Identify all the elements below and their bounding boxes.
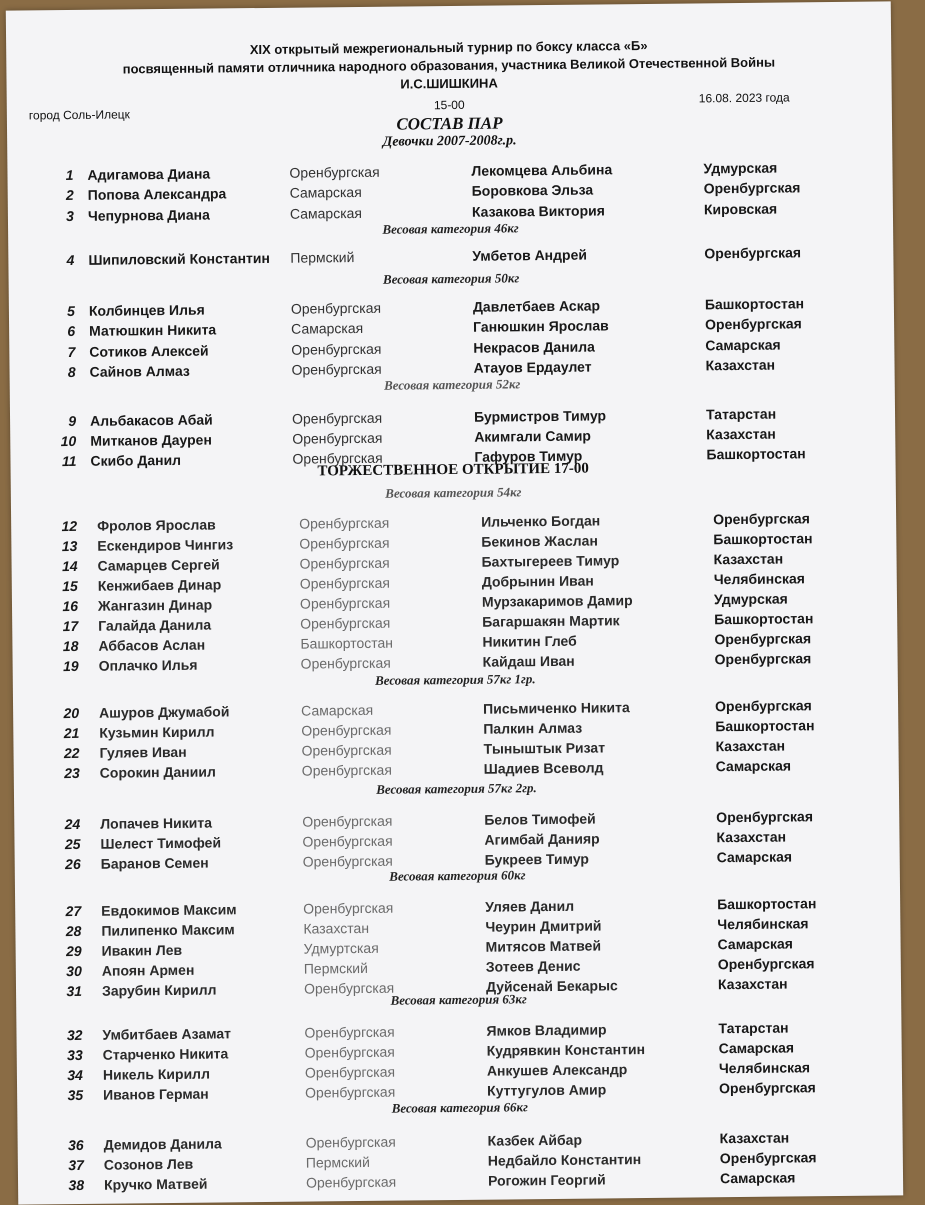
category-46: Весовая категория 46кг xyxy=(382,220,519,237)
boxer-2-region: Оренбургская xyxy=(703,179,801,197)
boxer-2-region: Самарская xyxy=(716,848,793,866)
boxer-2-region: Челябинская xyxy=(717,915,809,933)
boxer-1-region: Оренбургская xyxy=(304,1043,395,1061)
boxer-2-region: Удмурская xyxy=(713,590,788,608)
boxer-1-name: Фролов Ярослав xyxy=(97,516,216,534)
boxer-1-region: Оренбургская xyxy=(301,761,392,779)
boxer-1-region: Оренбургская xyxy=(299,554,390,572)
boxer-2-name: Шадиев Всеволд xyxy=(483,759,604,777)
boxer-1-region: Оренбургская xyxy=(300,654,391,672)
category-63: Весовая категория 63кг xyxy=(390,991,527,1008)
pair-number: 7 xyxy=(67,343,76,361)
boxer-1-name: Кенжибаев Динар xyxy=(97,576,222,594)
boxer-2-region: Башкортостан xyxy=(717,895,817,913)
boxer-1-region: Оренбургская xyxy=(305,1083,396,1101)
boxer-2-region: Башкортостан xyxy=(714,610,814,628)
boxer-2-name: Казакова Виктория xyxy=(471,202,605,220)
boxer-2-region: Самарская xyxy=(715,757,792,775)
pair-number: 4 xyxy=(66,251,75,269)
boxer-1-region: Оренбургская xyxy=(291,360,382,378)
boxer-2-region: Казахстан xyxy=(706,425,776,443)
pair-number: 36 xyxy=(67,1136,84,1154)
subtitle: Девочки 2007-2008г.р. xyxy=(382,133,517,150)
boxer-1-region: Самарская xyxy=(291,319,364,337)
boxer-2-region: Оренбургская xyxy=(719,1149,817,1167)
boxer-1-name: Старченко Никита xyxy=(102,1045,229,1063)
boxer-2-name: Белов Тимофей xyxy=(484,810,596,828)
boxer-1-name: Аббасов Аслан xyxy=(98,636,206,654)
boxer-1-name: Кузьмин Кирилл xyxy=(99,723,215,741)
opening-ceremony: ТОРЖЕСТВЕННОЕ ОТКРЫТИЕ 17-00 xyxy=(317,460,589,480)
boxer-2-region: Казахстан xyxy=(717,975,788,993)
boxer-1-name: Иванов Герман xyxy=(103,1085,209,1103)
boxer-1-region: Оренбургская xyxy=(290,299,382,317)
boxer-1-name: Апоян Армен xyxy=(101,961,195,979)
boxer-1-name: Митканов Даурен xyxy=(90,431,212,449)
boxer-1-region: Оренбургская xyxy=(289,163,380,181)
boxer-1-region: Оренбургская xyxy=(292,449,383,467)
boxer-2-name: Умбетов Андрей xyxy=(472,246,588,264)
boxer-1-region: Оренбургская xyxy=(305,1173,397,1191)
pair-number: 38 xyxy=(68,1176,85,1194)
boxer-2-name: Кудрявкин Константин xyxy=(486,1041,646,1059)
boxer-1-region: Оренбургская xyxy=(303,979,395,997)
boxer-2-name: Некрасов Данила xyxy=(473,338,595,356)
boxer-1-region: Казахстан xyxy=(303,919,370,937)
boxer-1-name: Альбакасов Абай xyxy=(89,411,213,429)
boxer-1-region: Оренбургская xyxy=(302,812,393,830)
boxer-2-region: Казахстан xyxy=(716,828,787,846)
boxer-1-region: Оренбургская xyxy=(302,852,393,870)
boxer-2-region: Башкортостан xyxy=(704,295,805,313)
boxer-2-region: Оренбургская xyxy=(704,244,802,262)
boxer-2-name: Бахтыгереев Тимур xyxy=(481,552,620,570)
boxer-2-name: Давлетбаев Аскар xyxy=(472,297,601,315)
pair-number: 14 xyxy=(61,557,78,575)
boxer-2-region: Удмурская xyxy=(703,159,778,177)
boxer-1-region: Башкортостан xyxy=(300,634,394,652)
boxer-2-name: Багаршакян Мартик xyxy=(482,612,620,630)
header-line-3: И.С.ШИШКИНА xyxy=(400,75,498,92)
boxer-2-name: Добрынин Иван xyxy=(481,572,594,590)
boxer-2-region: Башкортостан xyxy=(715,717,815,735)
boxer-1-region: Оренбургская xyxy=(302,832,393,850)
boxer-1-region: Самарская xyxy=(301,701,374,719)
category-50: Весовая категория 50кг xyxy=(382,270,520,287)
boxer-2-name: Атауов Ердаулет xyxy=(473,358,592,376)
boxer-1-region: Оренбургская xyxy=(292,429,383,447)
boxer-1-name: Адигамова Диана xyxy=(87,165,211,183)
boxer-1-region: Оренбургская xyxy=(291,409,383,427)
pair-number: 11 xyxy=(61,452,77,470)
boxer-1-region: Пермский xyxy=(303,959,368,977)
pair-number: 15 xyxy=(62,577,78,595)
boxer-1-name: Созонов Лев xyxy=(103,1155,194,1173)
category-57-group-2: Весовая категория 57кг 2гр. xyxy=(376,780,537,797)
boxer-1-name: Евдокимов Максим xyxy=(101,901,237,919)
paper-sheet xyxy=(6,1,903,1204)
boxer-2-name: Ганюшкин Ярослав xyxy=(473,317,609,335)
pair-number: 27 xyxy=(65,902,82,920)
boxer-1-region: Оренбургская xyxy=(299,534,390,552)
boxer-1-name: Ашуров Джумабой xyxy=(99,703,230,721)
boxer-2-name: Бурмистров Тимур xyxy=(473,407,607,425)
pair-number: 24 xyxy=(64,815,81,833)
pair-number: 28 xyxy=(65,922,82,940)
header-line-1: XIX открытый межрегиональный турнир по боксу класса «Б» xyxy=(249,37,648,58)
boxer-1-name: Сайнов Алмаз xyxy=(89,362,190,380)
pair-number: 8 xyxy=(67,363,76,381)
boxer-1-name: Оплачко Илья xyxy=(98,656,198,674)
category-60: Весовая категория 60кг xyxy=(389,867,526,884)
boxer-2-name: Палкин Алмаз xyxy=(483,719,583,737)
pair-number: 34 xyxy=(67,1066,84,1084)
boxer-2-region: Оренбургская xyxy=(717,955,815,973)
boxer-2-name: Акимгали Самир xyxy=(474,427,592,445)
boxer-1-name: Пилипенко Максим xyxy=(101,921,235,939)
pair-number: 5 xyxy=(67,302,76,320)
date-label: 16.08. 2023 года xyxy=(698,90,790,106)
boxer-2-name: Ильченко Богдан xyxy=(481,512,601,530)
boxer-1-name: Скибо Данил xyxy=(90,451,182,469)
boxer-1-name: Галайда Данила xyxy=(98,616,212,634)
boxer-1-name: Сорокин Даниил xyxy=(99,763,216,781)
start-time: 15-00 xyxy=(433,97,465,113)
boxer-1-name: Кручко Матвей xyxy=(103,1175,208,1193)
boxer-2-name: Мурзакаримов Дамир xyxy=(481,592,633,610)
pair-number: 20 xyxy=(63,704,80,722)
boxer-2-region: Челябинская xyxy=(718,1059,811,1077)
boxer-1-name: Жангазин Динар xyxy=(97,596,213,614)
boxer-1-name: Самарцев Сергей xyxy=(97,556,220,574)
boxer-2-name: Букреев Тимур xyxy=(484,850,590,868)
boxer-2-name: Бекинов Жаслан xyxy=(481,532,598,550)
boxer-1-region: Удмуртская xyxy=(303,939,379,957)
pair-number: 29 xyxy=(65,942,82,960)
boxer-2-region: Казахстан xyxy=(713,550,784,568)
pair-number: 2 xyxy=(65,186,74,204)
boxer-2-name: Агимбай Данияр xyxy=(484,830,600,848)
boxer-2-name: Ямков Владимир xyxy=(486,1021,607,1039)
boxer-2-name: Казбек Айбар xyxy=(487,1131,583,1149)
boxer-2-region: Оренбургская xyxy=(714,650,812,668)
boxer-2-name: Уляев Данил xyxy=(485,897,575,915)
boxer-2-region: Кировская xyxy=(703,200,778,218)
boxer-2-name: Анкушев Александр xyxy=(486,1061,628,1079)
boxer-1-region: Оренбургская xyxy=(291,340,382,358)
boxer-2-name: Кайдаш Иван xyxy=(482,652,575,670)
boxer-2-name: Дуйсенай Бекарыс xyxy=(485,977,618,995)
boxer-2-name: Куттугулов Амир xyxy=(487,1081,607,1099)
boxer-2-region: Оренбургская xyxy=(716,808,814,826)
category-57-group-1: Весовая категория 57кг 1гр. xyxy=(374,671,536,688)
boxer-2-region: Татарстан xyxy=(705,405,777,423)
boxer-2-name: Гафуров Тимур xyxy=(474,447,583,465)
boxer-1-region: Оренбургская xyxy=(304,1023,395,1041)
pair-number: 37 xyxy=(68,1156,84,1174)
pair-number: 26 xyxy=(65,855,81,873)
boxer-1-region: Самарская xyxy=(289,204,363,222)
boxer-2-region: Башкортостан xyxy=(706,445,806,463)
category-52: Весовая категория 52кг xyxy=(384,376,521,393)
pair-number: 18 xyxy=(62,637,79,655)
boxer-1-region: Оренбургская xyxy=(303,899,394,917)
boxer-2-name: Никитин Глеб xyxy=(482,632,577,650)
boxer-2-region: Татарстан xyxy=(718,1019,789,1037)
pair-number: 12 xyxy=(61,517,78,535)
boxer-2-region: Оренбургская xyxy=(714,630,812,648)
pair-number: 19 xyxy=(62,657,79,675)
boxer-1-name: Гуляев Иван xyxy=(99,743,187,761)
pair-number: 35 xyxy=(67,1086,84,1104)
pair-number: 31 xyxy=(66,982,83,1000)
boxer-1-name: Колбинцев Илья xyxy=(88,301,205,319)
boxer-2-region: Оренбургская xyxy=(719,1079,816,1097)
boxer-1-region: Пермский xyxy=(290,249,355,266)
boxer-2-region: Оренбургская xyxy=(715,697,812,715)
boxer-1-region: Оренбургская xyxy=(301,721,392,739)
boxer-2-region: Челябинская xyxy=(713,570,806,588)
category-54: Весовая категория 54кг xyxy=(385,484,522,501)
boxer-2-name: Недбайло Константин xyxy=(487,1151,642,1169)
boxer-2-region: Казахстан xyxy=(705,356,776,374)
city-label: город Соль-Илецк xyxy=(28,107,130,123)
boxer-2-region: Казахстан xyxy=(719,1129,790,1147)
boxer-1-name: Ивакин Лев xyxy=(101,941,183,959)
boxer-2-region: Самарская xyxy=(705,336,781,354)
boxer-1-name: Умбитбаев Азамат xyxy=(102,1025,232,1043)
boxer-2-region: Оренбургская xyxy=(713,510,810,528)
pair-number: 3 xyxy=(66,207,75,225)
boxer-2-name: Тыныштык Ризат xyxy=(483,739,606,757)
boxer-1-region: Пермский xyxy=(305,1153,370,1171)
boxer-1-region: Оренбургская xyxy=(304,1063,396,1081)
boxer-1-region: Самарская xyxy=(289,183,362,201)
header-line-2: посвященный памяти отличника народного образования, участника Великой Отечественной Войны xyxy=(122,54,776,77)
boxer-1-region: Оренбургская xyxy=(305,1133,396,1151)
boxer-1-name: Шелест Тимофей xyxy=(100,834,222,852)
pair-number: 10 xyxy=(60,432,77,450)
boxer-1-name: Лопачев Никита xyxy=(100,814,213,832)
boxer-1-name: Никель Кирилл xyxy=(102,1065,210,1083)
boxer-2-region: Башкортостан xyxy=(713,530,813,548)
boxer-1-region: Оренбургская xyxy=(301,741,392,759)
boxer-1-name: Зарубин Кирилл xyxy=(101,981,217,999)
pair-number: 9 xyxy=(68,412,77,430)
boxer-1-name: Попова Александра xyxy=(87,185,227,203)
pair-number: 6 xyxy=(67,322,76,340)
pair-number: 13 xyxy=(61,537,78,555)
boxer-2-name: Лекомцева Альбина xyxy=(471,161,613,179)
boxer-2-name: Боровкова Эльза xyxy=(471,181,594,199)
boxer-1-region: Оренбургская xyxy=(300,614,391,632)
pair-number: 1 xyxy=(65,166,74,184)
boxer-2-region: Самарская xyxy=(719,1169,796,1187)
boxer-1-name: Демидов Данила xyxy=(103,1135,222,1153)
category-66: Весовая категория 66кг xyxy=(391,1099,528,1116)
boxer-1-name: Шипиловский Константин xyxy=(88,249,270,268)
boxer-1-name: Чепурнова Диана xyxy=(87,206,210,224)
boxer-2-region: Казахстан xyxy=(715,737,786,755)
boxer-2-region: Самарская xyxy=(718,1039,795,1057)
pair-number: 16 xyxy=(62,597,79,615)
pair-number: 30 xyxy=(66,962,82,980)
boxer-1-region: Оренбургская xyxy=(299,574,391,592)
boxer-2-name: Письмиченко Никита xyxy=(483,699,630,717)
pair-number: 17 xyxy=(62,617,79,635)
pair-number: 32 xyxy=(66,1026,83,1044)
pair-number: 25 xyxy=(64,835,81,853)
boxer-2-name: Рогожин Георгий xyxy=(487,1171,606,1189)
page-title: СОСТАВ ПАР xyxy=(396,113,503,134)
boxer-2-name: Митясов Матвей xyxy=(485,937,602,955)
boxer-2-name: Зотеев Денис xyxy=(485,957,581,975)
pair-number: 21 xyxy=(63,724,80,742)
boxer-2-region: Самарская xyxy=(717,935,793,953)
pair-number: 33 xyxy=(67,1046,83,1064)
boxer-1-name: Баранов Семен xyxy=(100,854,209,872)
pair-number: 22 xyxy=(63,744,80,762)
boxer-1-region: Оренбургская xyxy=(299,514,390,532)
boxer-1-region: Оренбургская xyxy=(299,594,391,612)
pair-number: 23 xyxy=(64,764,80,782)
boxer-1-name: Сотиков Алексей xyxy=(89,342,209,360)
boxer-2-name: Чеурин Дмитрий xyxy=(485,917,602,935)
boxer-1-name: Ескендиров Чингиз xyxy=(97,536,234,554)
boxer-2-region: Оренбургская xyxy=(705,315,802,333)
boxer-1-name: Матюшкин Никита xyxy=(89,321,217,339)
